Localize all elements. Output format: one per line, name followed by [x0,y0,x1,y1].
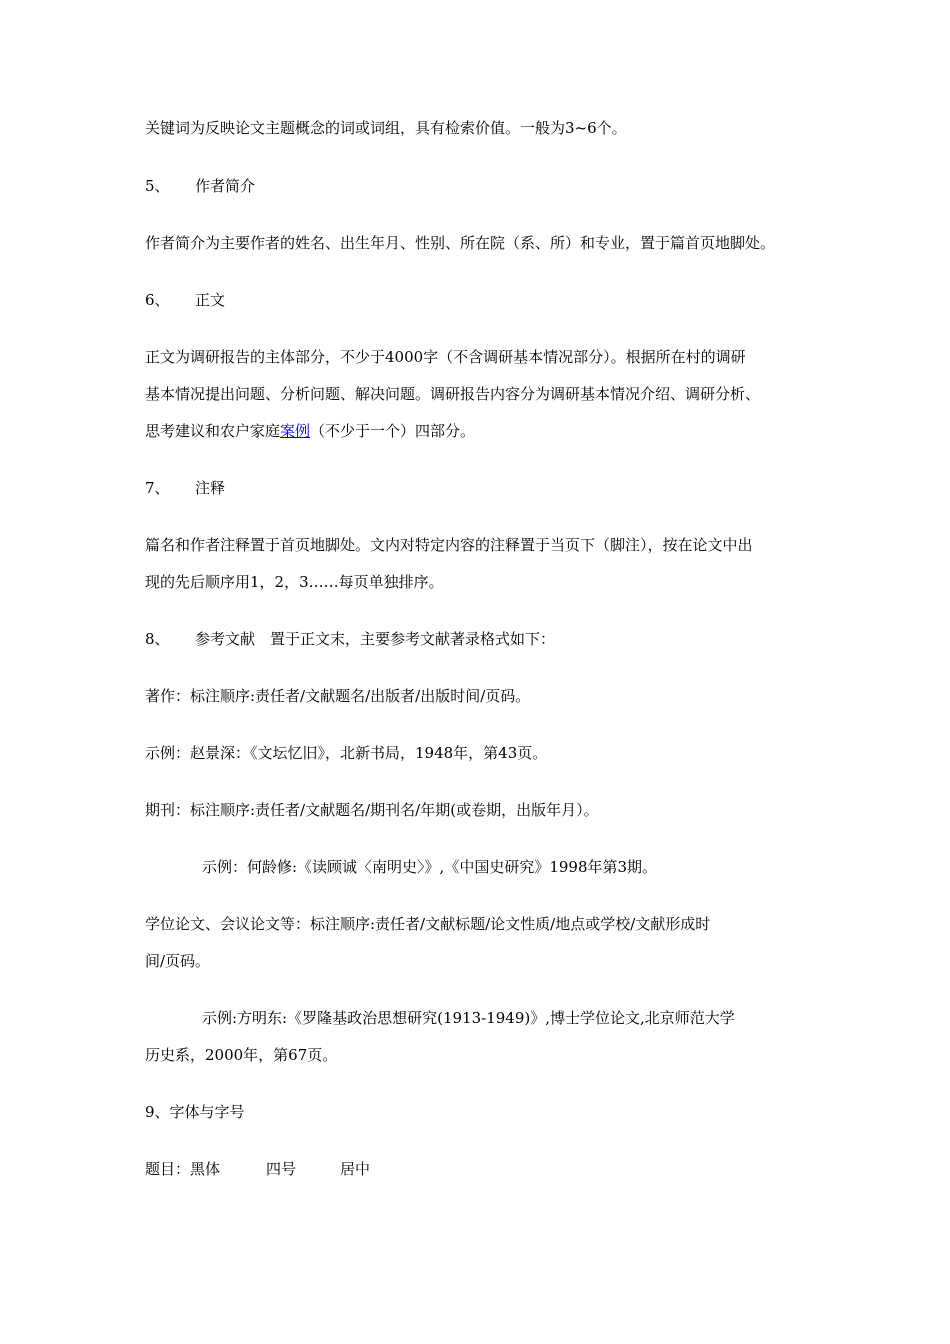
paragraph-main-text-line-2: 基本情况提出问题、分析问题、解决问题。调研报告内容分为调研基本情况介绍、调研分析、 [145,385,761,403]
reference-journal-format: 期刊：标注顺序:责任者/文献题名/期刊名/年期(或卷期，出版年月）。 [145,801,599,819]
heading-title: 参考文献 置于正文末，主要参考文献著录格式如下： [195,630,556,648]
heading-number: 8、 [145,630,170,648]
paragraph-keywords: 关键词为反映论文主题概念的词或词组，具有检索价值。一般为3~6个。 [145,119,627,137]
paragraph-main-text-line-1: 正文为调研报告的主体部分，不少于4000字（不含调研基本情况部分）。根据所在村的调研 [145,348,746,366]
heading-fonts: 9、字体与字号 [145,1103,245,1121]
heading-number: 6、 [145,291,170,309]
reference-thesis-example-line-2: 历史系，2000年，第67页。 [145,1046,338,1064]
title-font-label: 题目：黑体 [145,1160,221,1178]
heading-title: 作者简介 [195,177,256,195]
text-span: （不少于一个）四部分。 [310,422,476,440]
reference-thesis-format-line-1: 学位论文、会议论文等：标注顺序:责任者/文献标题/论文性质/地点或学校/文献形成时 [145,915,711,933]
case-link[interactable]: 案例 [280,422,311,440]
reference-journal-example: 示例：何龄修:《读顾诚〈南明史〉》,《中国史研究》1998年第3期。 [202,858,658,876]
paragraph-notes-line-2: 现的先后顺序用1，2，3……每页单独排序。 [145,573,444,591]
heading-main-text [145,290,225,310]
title-alignment: 居中 [340,1160,371,1178]
reference-thesis-format-line-2: 间/页码。 [145,952,211,970]
heading-number: 7、 [145,479,170,497]
reference-book-example: 示例：赵景深：《文坛忆旧》，北新书局，1948年，第43页。 [145,744,548,762]
heading-number: 5、 [145,177,170,195]
title-font-size: 四号 [266,1160,297,1178]
heading-notes [145,478,225,498]
reference-thesis-example-line-1: 示例:方明东:《罗隆基政治思想研究(1913-1949)》,博士学位论文,北京师范大学 [202,1009,735,1027]
heading-references [145,629,555,649]
heading-title: 正文 [195,291,226,309]
text-span: 思考建议和农户家庭 [145,422,281,440]
title-font-spec [145,1159,370,1179]
heading-author-intro [145,176,255,196]
paragraph-notes-line-1: 篇名和作者注释置于首页地脚处。文内对特定内容的注释置于当页下（脚注），按在论文中出 [145,536,753,554]
paragraph-main-text-line-3 [145,421,475,441]
paragraph-author-intro: 作者简介为主要作者的姓名、出生年月、性别、所在院（系、所）和专业，置于篇首页地脚处。 [145,234,776,252]
heading-title: 注释 [195,479,226,497]
reference-book-format: 著作：标注顺序:责任者/文献题名/出版者/出版时间/页码。 [145,687,531,705]
